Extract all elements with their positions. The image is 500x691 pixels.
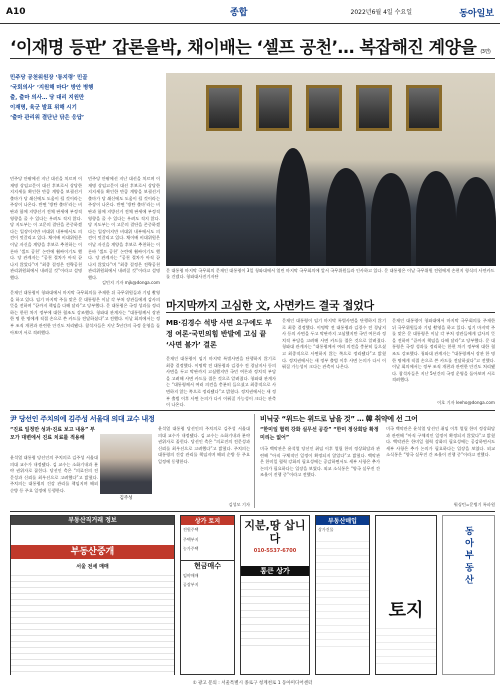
portrait-frame xyxy=(356,85,392,131)
ad-column-a xyxy=(180,515,235,675)
mugshot-photo xyxy=(100,434,152,494)
headline-credit: (3면) xyxy=(480,49,491,55)
headline-text: ‘이재명 등판’ 갑론을박, 채이배는 ‘셀프 공천’… 복잡해진 계양을 xyxy=(10,38,477,58)
sub-body-col2: 문재인 대통령이 임기 마지막 특별사면을 단행하지 않기로 최종 결정했다. 이명박 전 대통령과 김경수 전 경남지사 등의 사면을 두고 막판까지 고심했지만 국민 여론과 정치적 부담을 고려해 사면 카드를 접은 것으로 알려졌다. 청와대 관계자는 “대통령께서 여러 의견을 충분히 들으셨고 최종적으로 사면하지 않는 쪽으로 정리됐다”고 밝혔다. 정치권에서는 새 정부 출범 이후 사면 논의가 다시 이뤄질 가능성이 크다는 관측이 나온다. xyxy=(282,318,386,370)
lede-line: ‘출마 관리위 결단난 닦은 응답’ xyxy=(10,115,85,121)
byline-sub: 이호 기자 leeho@donga.com xyxy=(437,400,495,405)
lede-line: 민주당 공천위원장 ‘통지령’ 민골 xyxy=(10,75,88,81)
ad-divider xyxy=(10,511,495,512)
ad-column-b xyxy=(315,515,370,675)
ad-b-item: 상가건물 xyxy=(318,527,334,532)
column-divider xyxy=(254,414,255,508)
ad-land xyxy=(240,515,310,675)
lede-line: 이재명, 육군 발표 위해 시기 xyxy=(10,105,77,111)
page-header xyxy=(0,0,500,24)
lower-left-body1: 윤석열 대통령 당선인의 주치의로 김주성 서울대 의대 교수가 내정됐다. 김 교수는 소화기내과 분야 권위자로 꼽힌다. 당선인 측은 “의료진의 전문성과 신뢰를 최우선으로 고려했다”고 밝혔다. 주치의는 대통령의 건강 관리를 책임지며 해외 순방 등 주요 일정에 동행한다. xyxy=(10,455,98,493)
ad-land-phone: 010-5537-6700 xyxy=(253,548,297,554)
headline-rule xyxy=(10,58,495,59)
ad-b-title: 부동산매입 xyxy=(316,516,369,525)
main-headline xyxy=(10,33,495,58)
sub-body-col1: 문재인 대통령이 임기 마지막 특별사면을 단행하지 않기로 최종 결정했다. 이명박 전 대통령과 김경수 전 경남지사 등의 사면을 두고 막판까지 고심했지만 국민 여론과 정치적 부담을 고려해 사면 카드를 접은 것으로 알려졌다. 청와대 관계자는 “대통령께서 여러 의견을 충분히 들으셨고 최종적으로 사면하지 않는 쪽으로 정리됐다”고 밝혔다. 정치권에서는 새 정부 출범 이후 사면 논의가 다시 이뤄질 가능성이 크다는 관측이 나온다. xyxy=(166,356,276,408)
person-figure xyxy=(456,177,496,266)
ad-land-brand: 통큰 상가 xyxy=(241,566,309,576)
lede-line: ‘국회의사’ ‘지원해 마다’ 방안 병행 xyxy=(10,85,94,91)
ad-a-item: 주택부지 xyxy=(183,536,199,542)
mugshot-name: 김주성 xyxy=(119,496,133,501)
section-divider xyxy=(10,410,495,411)
ad-a-item: 농가주택 xyxy=(183,546,199,552)
ad-listing-table xyxy=(11,570,174,676)
lower-right-body1: 미국 백악관은 윤석열 당선인 취임 이후 열릴 한미 정상회담과 관련해 “아직 구체적인 일정이 확정되지 않았다”고 밝혔다. 백악관은 한미일 협력 강화의 필요성에는 공감하면서도 세부 사항은 추가 논의가 필요하다는 입장을 보였다. 외교 소식통은 “양국 실무진 간 조율이 진행 중”이라고 전했다. xyxy=(260,446,380,478)
lower-left-byline: 김성모 기자 xyxy=(228,502,250,507)
issue-date: 2022년6월 4일 수요일 xyxy=(350,9,412,16)
ad-right-tall-text: 동 아 부 동 산 xyxy=(463,526,473,584)
section-label: 종합 xyxy=(230,8,248,18)
person-figure xyxy=(276,148,310,266)
person-figure xyxy=(416,171,456,266)
ad-a-title: 상가 토지 xyxy=(181,516,234,525)
sub-lede: MB·김경수 석방 사면 요구에도 부정 여론·국민의힘 반발에 고심 끝 ‘사면 불가’ 결론 xyxy=(166,319,272,349)
ad-c-list xyxy=(376,622,436,668)
paper-name: 동아일보 xyxy=(459,9,494,19)
lede-line: 출, 출마 의사… 당 대리 지원만 xyxy=(10,95,85,101)
ad-realestate-market xyxy=(10,515,175,675)
ad-land-list xyxy=(241,576,309,652)
portrait-frame xyxy=(306,85,342,131)
page-number: A10 xyxy=(6,7,26,17)
person-figure xyxy=(326,168,366,266)
lower-right-byline: 워싱턴=문병기 특파원 xyxy=(453,502,495,507)
ad-a-buy: 현금매수 xyxy=(181,560,234,571)
body-left-col1: 민주당 안팎에선 지난 대선을 치르며 이재명 상임고문이 대선 후보로서 상당한 지지세를 확인한 만큼 계양을 보궐선거 출마가 당 쇄신에도 도움이 될 것이라는 주장이 나온다. 반면 ‘방탄 출마’라는 비판과 함께 지방선거 전체 판세에 부정적 영향을 줄 수 있다는 우려도 적지 않다. 당 지도부는 이 고문의 결단을 존중하겠다는 입장이지만 비대위 내부에서도 의견이 엇갈리고 있다. 채이배 비대위원은 이날 자신을 계양을 후보로 추천하는 이른바 ‘셀프 공천’ 논란에 휩싸이기도 했다. 당 관계자는 “공천 절차가 아직 끝나지 않았다”며 “최종 결정은 전략공천관리위원회에서 내려질 것”이라고 설명했다. xyxy=(10,176,82,280)
ad-footer: ① 광고 문의 : 서울특별시 종로구 청계천로 1 동아미디어센터 xyxy=(192,681,313,686)
ad-market-title: 부동산중개 xyxy=(11,545,174,559)
ad-c-land: 토지 xyxy=(388,600,424,621)
lower-left-lede: “진료 일정만 성과·진료 보고 내용” 부모가 대변에서 진료 치료를 적용해 xyxy=(10,427,95,441)
lower-right-headline: 비닉궁 “위드는 위드로 남을 것” … 韓 취약에 선 그어 xyxy=(260,415,418,423)
portrait-frame xyxy=(256,85,292,131)
photo-caption: 문 대통령 마지막 국무회의 문재인 대통령이 3일 청와대에서 열린 마지막 국무회의에 앞서 국무위원들과 인사하고 있다. 문 대통령은 이날 국무위원 전원에게 손편지 형식의 사연카드를 건넸다. 청와대사진기자단 xyxy=(166,268,495,279)
lower-left-headline: 尹 당선인 주치의에 김주성 서울대 의대 교수 내정 xyxy=(10,415,155,423)
lower-right-lede: “한미일 협력 강화 실무선 공감” “한미 정상회담 확정 미리는 없어” xyxy=(260,427,379,441)
ad-land-title: 지분,땅 삽니다 xyxy=(244,519,306,545)
person-figure xyxy=(371,173,411,266)
portrait-frame xyxy=(206,85,242,131)
subhead: 마지막까지 고심한 文, 사면카드 결국 접었다 xyxy=(166,299,374,312)
lower-left-body2: 윤석열 대통령 당선인의 주치의로 김주성 서울대 의대 교수가 내정됐다. 김 교수는 소화기내과 분야 권위자로 꼽힌다. 당선인 측은 “의료진의 전문성과 신뢰를 최우선으로 고려했다”고 밝혔다. 주치의는 대통령의 건강 관리를 책임지며 해외 순방 등 주요 일정에 동행한다. xyxy=(158,426,250,464)
ad-market-subtitle: 부동산직거래 정보 xyxy=(11,516,174,525)
main-photo xyxy=(166,73,495,266)
ad-listing-label: 서울 전세 매매 xyxy=(76,564,109,570)
byline-left: 김민지 기자 mjk@donga.com xyxy=(101,280,160,285)
main-lede xyxy=(10,73,160,173)
body-left-col2: 민주당 안팎에선 지난 대선을 치르며 이재명 상임고문이 대선 후보로서 상당한 지지세를 확인한 만큼 계양을 보궐선거 출마가 당 쇄신에도 도움이 될 것이라는 주장이 나온다. 반면 ‘방탄 출마’라는 비판과 함께 지방선거 전체 판세에 부정적 영향을 줄 수 있다는 우려도 적지 않다. 당 지도부는 이 고문의 결단을 존중하겠다는 입장이지만 비대위 내부에서도 의견이 엇갈리고 있다. 채이배 비대위원은 이날 자신을 계양을 후보로 추천하는 이른바 ‘셀프 공천’ 논란에 휩싸이기도 했다. 당 관계자는 “공천 절차가 아직 끝나지 않았다”며 “최종 결정은 전략공천관리위원회에서 내려질 것”이라고 설명했다. xyxy=(88,176,160,280)
body-mid: 문재인 대통령이 청와대에서 마지막 국무회의를 주재한 뒤 국무위원들과 기념 촬영을 하고 있다. 임기 마지막 주를 맞은 문 대통령은 이날 각 부처 장관들에게 감사의 뜻을 전하며 “끝까지 책임을 다해 달라”고 당부했다. 문 대통령은 국정 성과를 정리하는 한편 차기 정부에 대한 협조도 강조했다. 청와대 관계자는 “대통령께서 장관 한 명 한 명에게 직접 손으로 쓴 카드를 전달하셨다”고 전했다. 이날 회의에서는 정부 조직 개편과 관련한 안건도 처리됐다. 참석자들은 지난 5년간의 국정 운영을 돌아보며 서로 격려했다. xyxy=(10,290,160,335)
ad-column-c xyxy=(375,515,437,675)
ad-right-tall xyxy=(442,515,495,675)
portrait-frame xyxy=(406,85,442,131)
subhead-rule xyxy=(166,312,495,313)
ad-a-item: 공장부지 xyxy=(183,582,199,588)
lower-right-body2: 미국 백악관은 윤석열 당선인 취임 이후 열릴 한미 정상회담과 관련해 “아직 구체적인 일정이 확정되지 않았다”고 밝혔다. 백악관은 한미일 협력 강화의 필요성에는 공감하면서도 세부 사항은 추가 논의가 필요하다는 입장을 보였다. 외교 소식통은 “양국 실무진 간 조율이 진행 중”이라고 전했다. xyxy=(386,426,495,458)
ad-a-item: 전원주택 xyxy=(183,527,199,532)
ad-a-item: 임야매매 xyxy=(183,572,199,578)
sub-body-col3: 문재인 대통령이 청와대에서 마지막 국무회의를 주재한 뒤 국무위원들과 기념 촬영을 하고 있다. 임기 마지막 주를 맞은 문 대통령은 이날 각 부처 장관들에게 감사의 뜻을 전하며 “끝까지 책임을 다해 달라”고 당부했다. 문 대통령은 국정 성과를 정리하는 한편 차기 정부에 대한 협조도 강조했다. 청와대 관계자는 “대통령께서 장관 한 명 한 명에게 직접 손으로 쓴 카드를 전달하셨다”고 전했다. 이날 회의에서는 정부 조직 개편과 관련한 안건도 처리됐다. 참석자들은 지난 5년간의 국정 운영을 돌아보며 서로 격려했다. xyxy=(392,318,495,383)
ad-b-list xyxy=(316,535,369,651)
